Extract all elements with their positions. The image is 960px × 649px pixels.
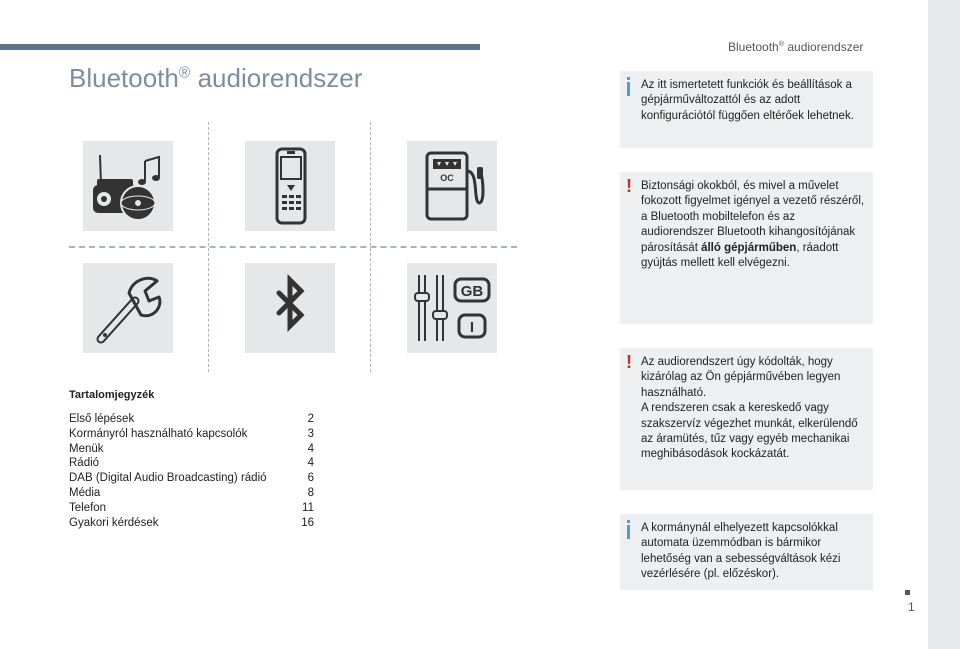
warning-icon: ! [626, 176, 632, 196]
warning-note: ! Biztonsági okokból, és mivel a művelet fokozott figyelmet igényel a vezető részéről, a Bluetooth mobiltelefon és az audiorendszer Bluetooth kihangosítójának párosítását álló gépjárműben, ráadott gyújtás mellett kell elvégezni. [620, 172, 873, 324]
toc-item[interactable]: Kormányról használható kapcsolók 3 [69, 427, 314, 440]
toc-item[interactable]: Telefon 11 [69, 501, 314, 514]
header-bar [0, 44, 480, 50]
info-note: Az itt ismertetett funkciók és beállítások a gépjárműváltozattól és az adott konfigurációtól függően eltérőek lehetnek. [620, 71, 873, 148]
page-title: Bluetooth® audiorendszer [69, 63, 363, 93]
warning-icon: ! [626, 352, 632, 372]
toc-item[interactable]: Rádió 4 [69, 457, 314, 470]
running-header: Bluetooth® audiorendszer [728, 39, 864, 54]
equalizer-language-icon [407, 263, 497, 353]
wrench-icon [83, 263, 173, 353]
radio-music-icon [83, 141, 173, 231]
fuel-pump-icon [407, 141, 497, 231]
toc-item[interactable]: Menük 4 [69, 442, 314, 455]
bluetooth-icon [245, 263, 335, 353]
info-note: A kormánynál elhelyezett kapcsolókkal automata üzemmódban is bármikor lehetőség van a sebességváltások kézi vezérlésére (pl. előzéskor). [620, 514, 873, 590]
page-number: 1 [908, 600, 915, 614]
fuel-pump-label: OC [440, 173, 454, 183]
toc-item[interactable]: Média 8 [69, 486, 314, 499]
info-icon [627, 525, 630, 539]
toc-item[interactable]: Gyakori kérdések 16 [69, 516, 314, 529]
warning-note: ! Az audiorendszert úgy kódolták, hogy kizárólag az Ön gépjárművében legyen használható. A rendszeren csak a kereskedő vagy szakszervíz végezhet munkát, elkerülendő az áramütés, tűz vagy egyéb mechanikai meghibásodások kockázatát. [620, 348, 873, 490]
language-label-bottom: I [469, 319, 475, 336]
page-marker [905, 590, 910, 595]
info-icon [627, 82, 630, 96]
table-of-contents [69, 412, 314, 530]
toc-item[interactable]: Első lépések 2 [69, 413, 314, 425]
mobile-phone-icon [245, 141, 335, 231]
side-tab [928, 0, 960, 649]
grid-divider [69, 246, 517, 248]
toc-title: Tartalomjegyzék [69, 389, 155, 401]
toc-item[interactable]: DAB (Digital Audio Broadcasting) rádió 6 [69, 472, 314, 485]
language-label-top: GB [460, 283, 484, 300]
